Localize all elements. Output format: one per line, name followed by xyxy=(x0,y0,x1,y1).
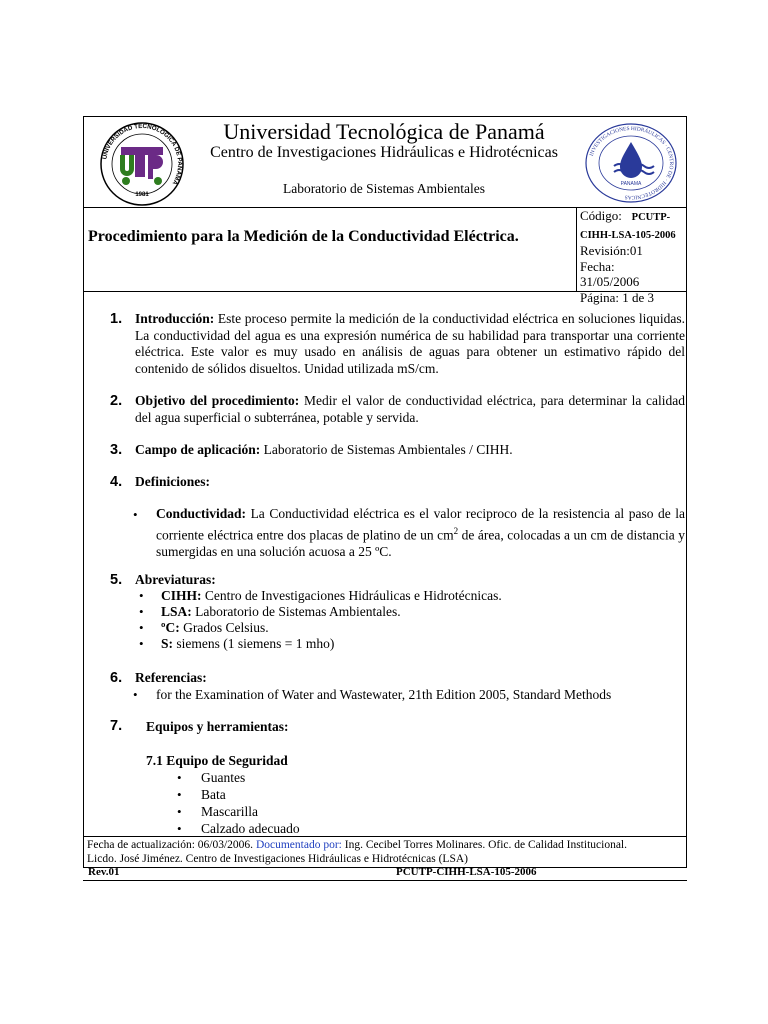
footer-update: Fecha de actualización: 06/03/2006. xyxy=(87,839,254,851)
bullet-icon: • xyxy=(139,620,144,635)
section-definitions xyxy=(135,474,685,491)
date: 31/05/2006 xyxy=(580,274,640,289)
abbr-text: Grados Celsius. xyxy=(183,620,269,635)
cihh-logo xyxy=(584,122,678,204)
section-number: 3. xyxy=(110,442,123,458)
abbr-term: CIHH: xyxy=(161,588,202,603)
definition-term: Conductividad: xyxy=(156,506,247,521)
university-name: Universidad Tecnológica de Panamá xyxy=(223,119,545,144)
abbr-text: siemens (1 siemens = 1 mho) xyxy=(176,636,335,651)
section-scope xyxy=(135,442,685,459)
utp-logo-year: 1981 xyxy=(135,192,149,198)
abbr-term: LSA: xyxy=(161,604,192,619)
section-references xyxy=(135,670,685,687)
lab-name: Laboratorio de Sistemas Ambientales xyxy=(282,181,486,196)
section-text: Este proceso permite la medición de la conductividad eléctrica en soluciones liquidas. La conductividad del agua es una expresión numérica de su habilidad para transportar una corriente eléctrica. Este valor es muy usado en análisis de aguas para obtener un estimativo rápido del contenido de sólidos disueltos. Unidad utilizada mS/cm. xyxy=(135,311,686,376)
section-number: 2. xyxy=(110,393,123,409)
section-introduction xyxy=(135,311,685,377)
section-equipment xyxy=(146,719,646,736)
abbr-term: ºC: xyxy=(161,620,180,635)
definition-text-b: de área, colocadas a un cm de distancia y sumergidas en una solución acuosa a 25 ºC. xyxy=(156,527,685,559)
section-title: Objetivo del procedimiento: xyxy=(135,393,300,408)
abbr-term: S: xyxy=(161,636,174,651)
document-meta xyxy=(580,208,688,305)
abbreviation-item xyxy=(161,636,334,653)
header-table xyxy=(83,116,687,305)
document-body xyxy=(83,289,687,838)
abbr-text: Laboratorio de Sistemas Ambientales. xyxy=(195,604,401,619)
page-number: Página: 1 de 3 xyxy=(580,289,655,305)
section-title: Introducción: xyxy=(135,311,215,326)
divider xyxy=(576,207,577,291)
bullet-icon: • xyxy=(177,804,182,819)
cihh-logo-ring: INVESTIGACIONES HIDRÁULICAS · CENTRO DE · HIDROTECNICAS xyxy=(588,125,675,201)
revision: Revisión:01 xyxy=(580,243,643,258)
code-label: Código: xyxy=(580,208,622,223)
abbreviation-item xyxy=(161,620,269,637)
bullet-icon: • xyxy=(177,770,182,785)
definition-item xyxy=(156,506,685,560)
section-text: Medir el valor de conductividad eléctrica, para determinar la calidad del agua superficial o subterránea, potable y servida. xyxy=(135,393,686,425)
abbreviation-item xyxy=(161,604,401,621)
bullet-icon: • xyxy=(177,821,182,836)
bullet-icon: • xyxy=(139,604,144,619)
footer-code: PCUTP-CIHH-LSA-105-2006 xyxy=(396,866,537,878)
section-title: Campo de aplicación: xyxy=(135,442,261,457)
section-number: 7. xyxy=(110,718,123,734)
footer-rule xyxy=(83,880,687,881)
subsection-title: 7.1 Equipo de Seguridad xyxy=(146,753,288,768)
section-title: Abreviaturas: xyxy=(135,572,216,587)
equipment-item: Calzado adecuado xyxy=(201,821,300,836)
section-number: 5. xyxy=(110,572,123,588)
bullet-icon: • xyxy=(139,636,144,651)
bullet-icon: • xyxy=(133,687,138,702)
bullet-icon: • xyxy=(139,588,144,603)
equipment-item: Bata xyxy=(201,787,226,802)
superscript: 2 xyxy=(453,525,459,536)
section-abbreviations xyxy=(135,572,685,589)
section-number: 6. xyxy=(110,670,123,686)
procedure-title: Procedimiento para la Medición de la Conductividad Eléctrica. xyxy=(88,228,519,245)
bullet-icon: • xyxy=(133,507,138,522)
center-name: Centro de Investigaciones Hidráulicas e Hidrotécnicas xyxy=(210,144,558,161)
section-number: 1. xyxy=(110,311,123,327)
footer-authors: Ing. Cecibel Torres Molinares. Ofic. de Calidad Institucional. xyxy=(341,839,627,851)
section-text: Laboratorio de Sistemas Ambientales / CIHH. xyxy=(263,442,513,457)
section-title: Referencias: xyxy=(135,670,207,685)
code-value: PCUTP- xyxy=(631,212,671,223)
abbr-text: Centro de Investigaciones Hidráulicas e Hidrotécnicas. xyxy=(204,588,502,603)
reference-item: for the Examination of Water and Wastewater, 21th Edition 2005, Standard Methods xyxy=(156,687,612,702)
section-title: Definiciones: xyxy=(135,474,210,489)
section-number: 4. xyxy=(110,474,123,490)
date-label: Fecha: xyxy=(580,258,615,274)
utp-logo xyxy=(96,121,188,207)
code-value-2: CIHH-LSA-105-2006 xyxy=(580,229,676,241)
footer-revision: Rev.01 xyxy=(88,866,120,878)
bullet-icon: • xyxy=(177,787,182,802)
footer-box xyxy=(83,836,687,868)
section-title: Equipos y herramientas: xyxy=(146,719,289,734)
abbreviation-item xyxy=(161,588,502,605)
utp-logo-ring: UNIVERSIDAD TECNOLOGICA DE PANAMA xyxy=(101,122,184,186)
footer-documented-by: Documentado por: xyxy=(255,839,342,851)
footer-line-2: Licdo. José Jiménez. Centro de Investigaciones Hidráulicas e Hidrotécnicas (LSA) xyxy=(87,853,468,865)
equipment-item: Guantes xyxy=(201,770,246,785)
section-objective xyxy=(135,393,685,426)
cihh-logo-inner: PANAMA xyxy=(620,181,642,187)
definition-text-a: La Conductividad eléctrica es el valor reciproco de la resistencia al paso de la corriente eléctrica entre dos placas de platino de un cm xyxy=(156,506,686,542)
subsection-safety xyxy=(146,753,646,770)
equipment-item: Mascarilla xyxy=(201,804,258,819)
